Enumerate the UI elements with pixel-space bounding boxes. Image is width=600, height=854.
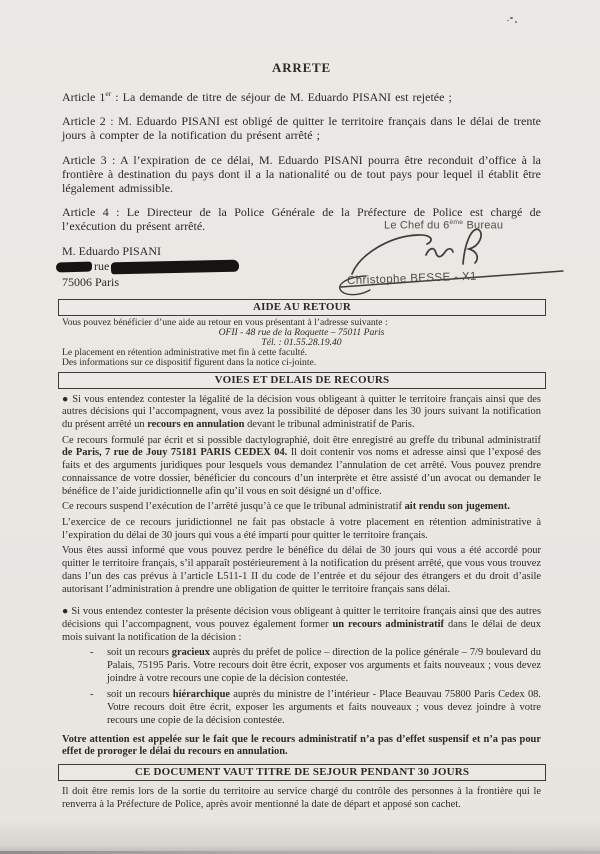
scan-speckle <box>510 17 513 19</box>
document-title: ARRETE <box>272 60 331 75</box>
section-header-titre-sejour: CE DOCUMENT VAUT TITRE DE SEJOUR PENDANT 30 JOURS <box>58 764 546 781</box>
scan-speckle <box>515 21 517 23</box>
article-1-paragraph: Article 1er : La demande de titre de séjour de M. Eduardo PISANI est rejetée ; <box>62 89 452 104</box>
recours-paragraph: Ce recours formulé par écrit et si possible dactylographié, doit être enregistré au greffe du tribunal administratif de Paris, 7 rue de Jouy 75181 PARIS CEDEX 04. Il doit contenir vos noms et adresse ainsi que l’exposé des faits et des arguments juridiques pour lesquels vous demandez l’annulation de cet arrêté. Vous pouvez prendre connaissance de votre dossier, bénéficier du concours d’un interprète et être assisté d’un avocat ou demander le bénéfice de l’aide juridictionnelle afin qu’il vous en soit désigné un d’office. <box>62 434 541 497</box>
section-header-aide-au-retour: AIDE AU RETOUR <box>58 299 546 316</box>
article-2-paragraph: Article 2 : M. Eduardo PISANI est obligé de quitter le territoire français dans le délai de trente jours à compter de la notification du présent arrêté ; <box>62 114 541 143</box>
recours-paragraph: ● Si vous entendez contester la légalité de la décision vous obligeant à quitter le territoire français ainsi que des autres décisions qui l’accompagnent, vous avez la possibilité de déposer dans les 30 jours suivant la notification du présent arrêté un recours en annulation devant le tribunal administratif de Paris. <box>62 393 541 431</box>
signature-stroke-beta <box>463 229 481 264</box>
signer-role-stamp: Le Chef du 6ème Bureau <box>384 219 504 232</box>
addressee-city: 75006 Paris <box>62 274 119 289</box>
aide-line: Vous pouvez bénéficier d’une aide au retour en vous présentant à l’adresse suivante : <box>62 317 388 329</box>
recours-paragraph: Vous êtes aussi informé que vous pouvez perdre le bénéfice du délai de 30 jours qui vous a été accordé pour quitter le territoire français, s’il apparaît postérieurement à la notification du présent arrêté, que vous vous trouvez dans l’un des cas prévus à l’article L511-1 II du code de l’entrée et du séjour des étrangers et du droit d’asile autorisant l’administration à prendre une obligation de quitter le territoire français sans délai. <box>62 545 541 595</box>
addressee-street-word: rue <box>94 259 110 274</box>
aide-phone-line: Tél. : 01.55.28.19.40 <box>261 336 342 348</box>
recours-paragraph: ● Si vous entendez contester la présente décision vous obligeant à quitter le territoire français ainsi que des autres décisions qui l’accompagnent, vous pouvez également former un recours administratif dans le délai de deux mois suivant la notification de la décision : <box>62 606 541 643</box>
titre-sejour-body: Il doit être remis lors de la sortie du territoire au service chargé du contrôle des personnes à la frontière qui le renverra à la Préfecture de Police, après avoir mentionné la date de départ et apposé son cachet. <box>62 785 541 810</box>
scan-speckle <box>507 20 509 21</box>
signer-name: Christophe BESSE - X1 <box>346 270 478 288</box>
list-dash-marker: - <box>90 647 94 659</box>
list-dash-marker: - <box>90 689 94 701</box>
aide-line: Le placement en rétention administrative met fin à cette faculté. <box>62 346 308 358</box>
signature-stroke-squiggle <box>426 249 453 257</box>
aide-au-retour-section <box>62 318 541 368</box>
recours-paragraph: Ce recours suspend l’exécution de l’arrêté jusqu’à ce que le tribunal administratif ait rendu son jugement. <box>62 501 510 513</box>
addressee-name: M. Eduardo PISANI <box>62 243 161 258</box>
article-4-paragraph: Article 4 : Le Directeur de la Police Générale de la Préfecture de Police est chargé de l’exécution du présent arrêté. <box>62 205 541 234</box>
article-3-paragraph: Article 3 : A l’expiration de ce délai, M. Eduardo PISANI pourra être reconduit d’office à la frontière à destination du pays dont il a la nationalité ou de tout pays pour lequel il établit être légalement admissible. <box>62 152 541 196</box>
recours-paragraph: L’exercice de ce recours juridictionnel ne fait pas obstacle à votre placement en rétention administrative à l’expiration du délai de 30 jours qui vous a été imparti pour quitter le territoire français. <box>62 516 541 541</box>
aide-line: Des informations sur ce dispositif figurent dans la notice ci-jointe. <box>62 356 317 368</box>
warning-paragraph: Votre attention est appelée sur le fait que le recours administratif n’a pas d’effet suspensif et n’a pas pour effet de proroger le délai du recours en annulation. <box>62 733 541 758</box>
recours-list-item-gracieux <box>62 647 541 685</box>
signature-stroke-arc <box>352 235 431 274</box>
section-header-voies-recours: VOIES ET DELAIS DE RECOURS <box>58 372 546 389</box>
redaction-mark <box>56 261 92 272</box>
aide-address-line: OFII - 48 rue de la Roquette – 75011 Paris <box>218 327 385 339</box>
recours-list-text: soit un recours gracieux auprès du préfet de police – direction de la police générale – 7/9 boulevard du Palais, 75195 Paris. Votre recours doit être écrit, exposer vos arguments et faits nouveaux ; vous devez joindre à votre recours une copie de la décision contestée. <box>107 647 541 684</box>
redaction-mark <box>111 260 239 275</box>
recours-list-text: soit un recours hiérarchique auprès du ministre de l’intérieur - Place Beauvau 75800 Paris Cedex 08. Votre recours doit être écrit, exposer les arguments et faits nouveaux ; vous devez joindre à votre recours une copie de la décision contestée. <box>107 689 541 726</box>
recours-list-item-hierarchique <box>62 689 541 727</box>
